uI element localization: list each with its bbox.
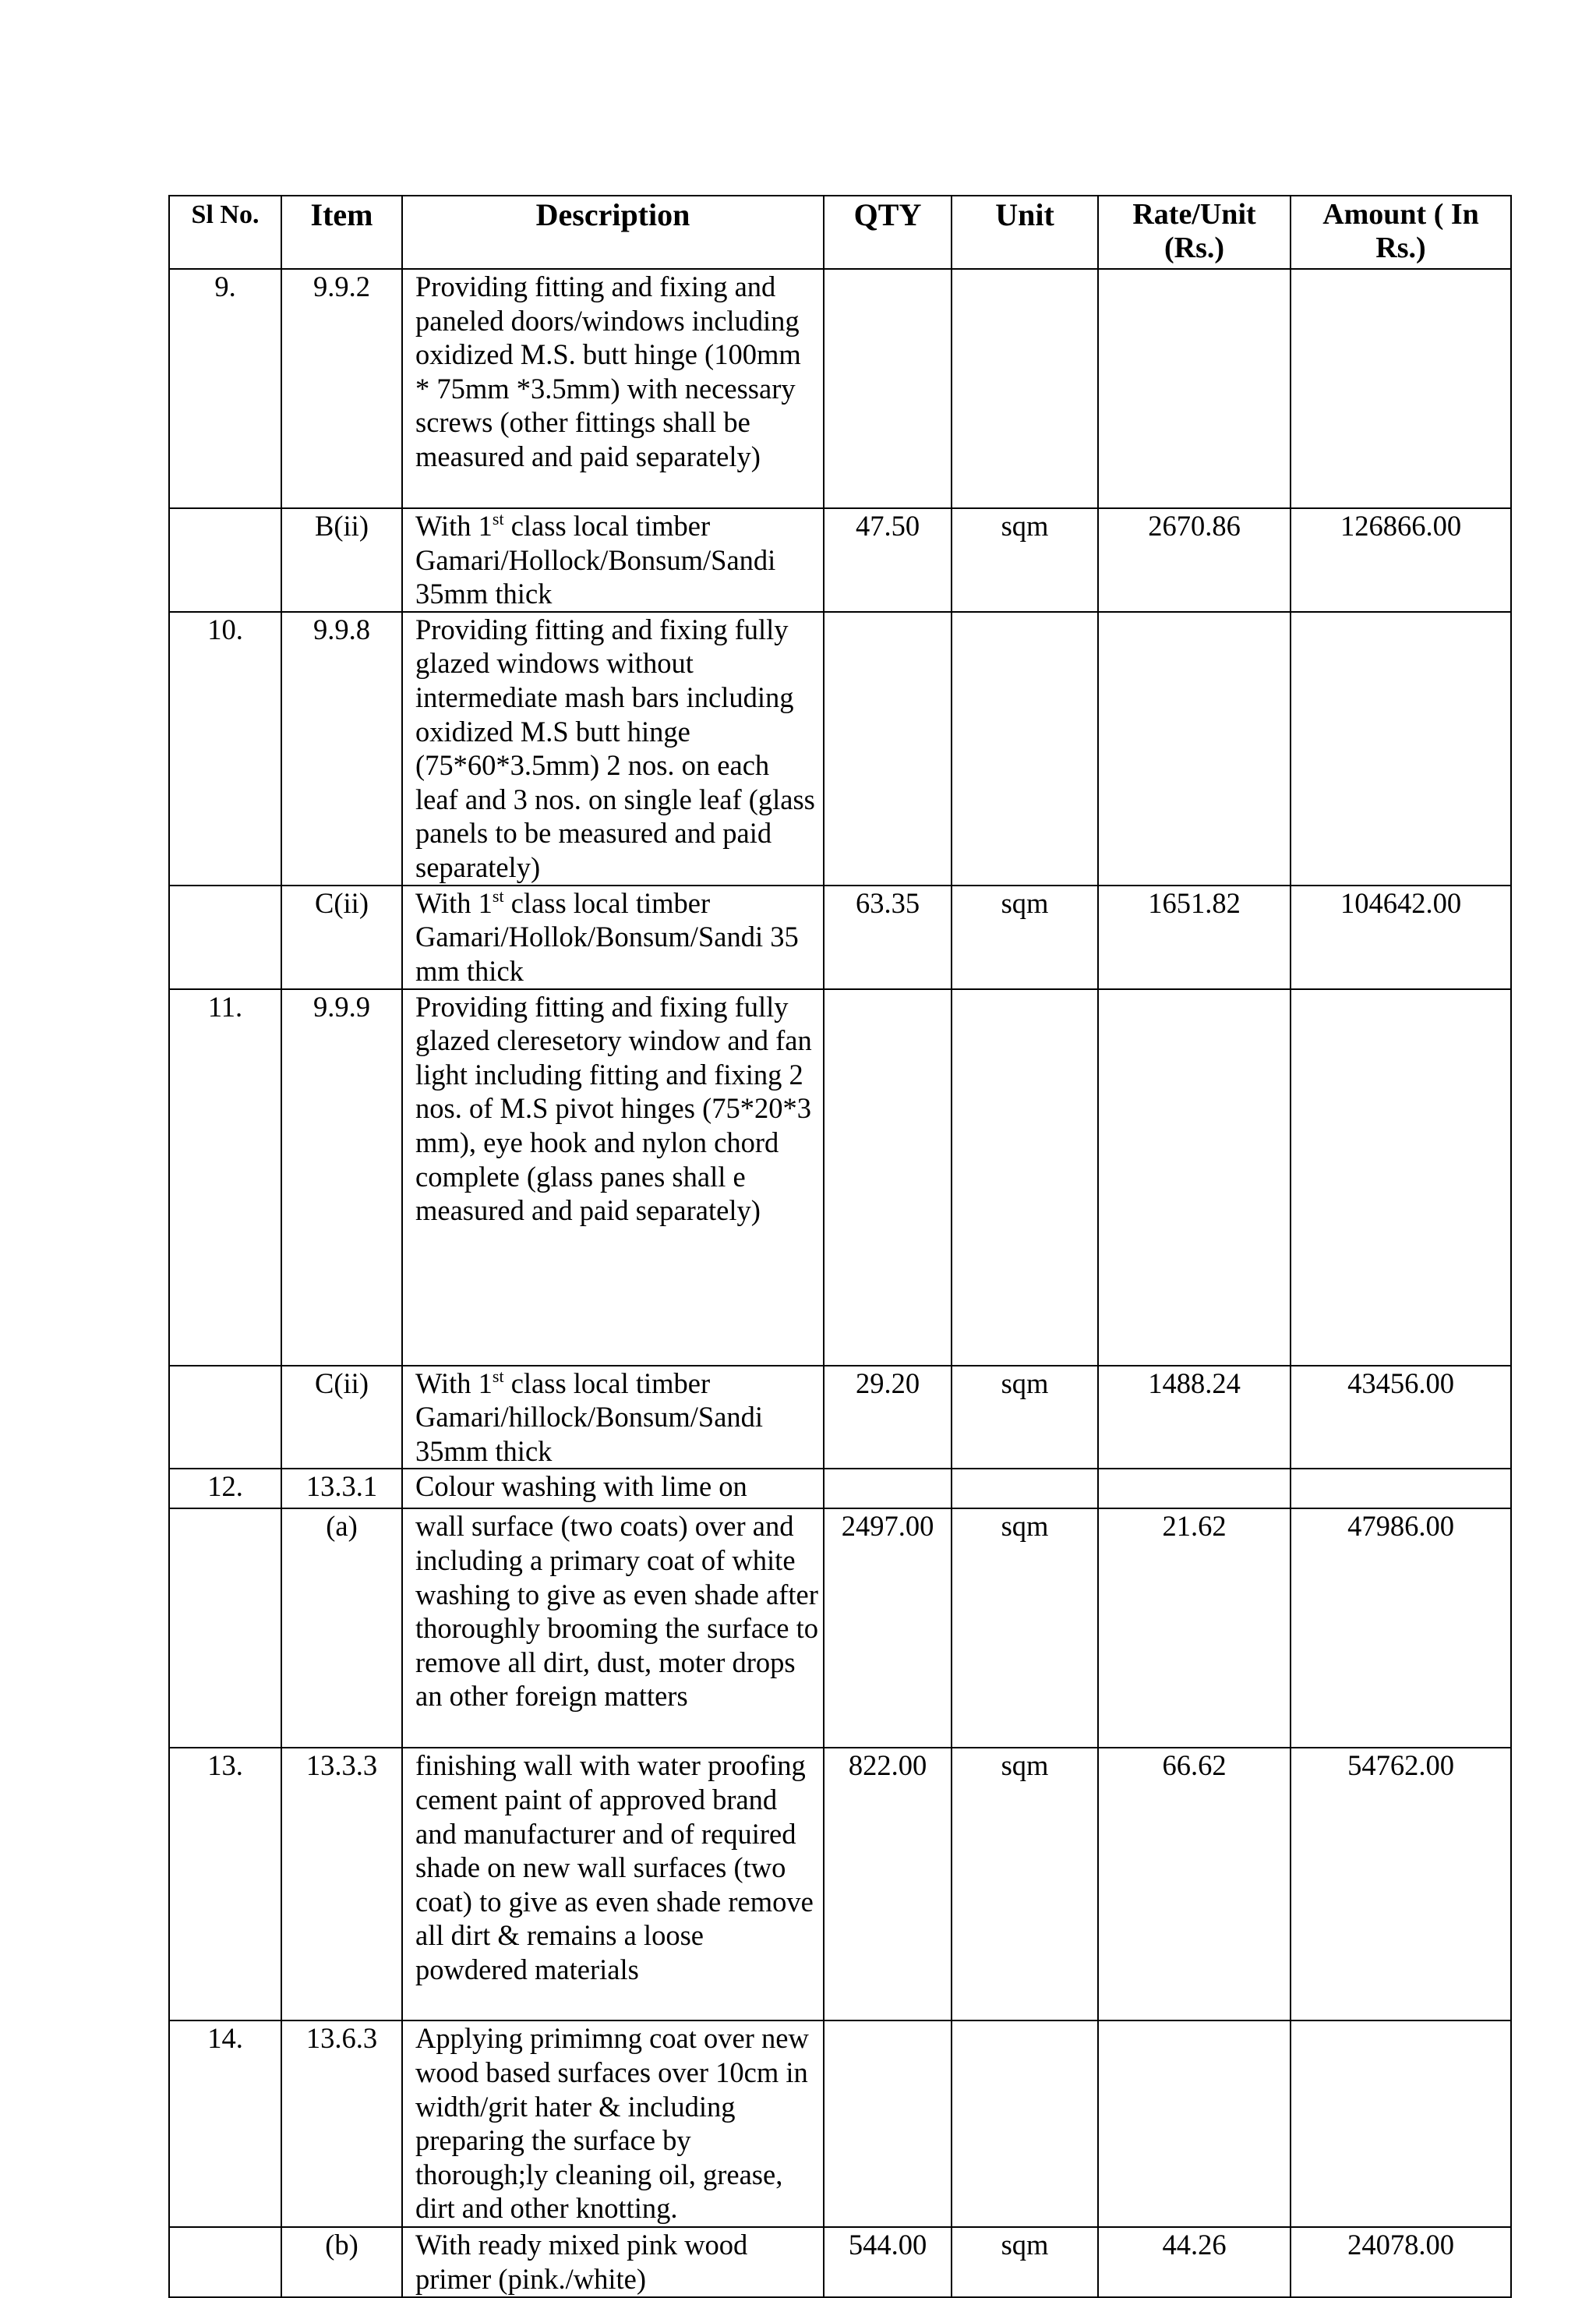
cell-unit: sqm	[952, 1508, 1098, 1748]
cell-sl-no	[169, 508, 281, 612]
cell-rate: 1651.82	[1098, 886, 1291, 989]
cell-description: wall surface (two coats) over and including a primary coat of white washing to give as even shade after thoroughly brooming the surface to remove all dirt, dust, moter drops an other foreign matters	[402, 1508, 824, 1748]
cell-qty	[824, 1469, 952, 1508]
cell-sl-no	[169, 1508, 281, 1748]
cell-rate: 1488.24	[1098, 1366, 1291, 1469]
cell-amount: 54762.00	[1291, 1748, 1511, 2020]
ordinal-superscript: st	[492, 1366, 504, 1386]
cell-sl-no: 13.	[169, 1748, 281, 2020]
cell-sl-no: 11.	[169, 989, 281, 1366]
table-row	[169, 989, 1511, 1366]
table-row	[169, 2020, 1511, 2227]
cell-sl-no	[169, 2227, 281, 2296]
cell-amount	[1291, 989, 1511, 1366]
cell-sl-no: 9.	[169, 269, 281, 508]
header-rate-line2: (Rs.)	[1163, 232, 1225, 264]
cell-sl-no	[169, 886, 281, 989]
ordinal-superscript: st	[492, 886, 504, 906]
cell-item: 13.3.3	[281, 1748, 402, 2020]
header-rate	[1098, 196, 1291, 269]
description-text: class local timber Gamari/hillock/Bonsum/Sandi 35mm thick	[415, 1366, 764, 1467]
cell-sl-no	[169, 1366, 281, 1469]
cell-description: Providing fitting and fixing fully glazed windows without intermediate mash bars including oxidized M.S butt hinge (75*60*3.5mm) 2 nos. on each leaf and 3 nos. on single leaf (glass panels to be measured and paid separately)	[402, 612, 824, 886]
cell-sl-no: 14.	[169, 2020, 281, 2227]
cell-item: (b)	[281, 2227, 402, 2296]
cell-rate: 66.62	[1098, 1748, 1291, 2020]
cell-amount: 24078.00	[1291, 2227, 1511, 2296]
cell-description: Providing fitting and fixing and paneled doors/windows including oxidized M.S. butt hinge (100mm * 75mm *3.5mm) with necessary screws (other fittings shall be measured and paid separately)	[402, 269, 824, 508]
table-row	[169, 269, 1511, 508]
cell-description: Providing fitting and fixing fully glazed cleresetory window and fan light including fitting and fixing 2 nos. of M.S pivot hinges (75*20*3 mm), eye hook and nylon chord complete (glass panes shall e measured and paid separately)	[402, 989, 824, 1366]
cell-qty: 29.20	[824, 1366, 952, 1469]
table-row	[169, 1508, 1511, 1748]
header-unit: Unit	[952, 196, 1098, 269]
cell-unit: sqm	[952, 2227, 1098, 2296]
table-row	[169, 508, 1511, 612]
cell-qty: 47.50	[824, 508, 952, 612]
cell-amount	[1291, 1469, 1511, 1508]
cell-amount	[1291, 2020, 1511, 2227]
header-sl-no: Sl No.	[169, 196, 281, 269]
header-amount-line1: Amount ( In	[1322, 198, 1479, 231]
header-rate-line1: Rate/Unit	[1132, 198, 1256, 231]
cell-amount: 43456.00	[1291, 1366, 1511, 1469]
cell-item: C(ii)	[281, 1366, 402, 1469]
boq-table	[168, 195, 1512, 2298]
header-amount	[1291, 196, 1511, 269]
cell-unit	[952, 1469, 1098, 1508]
cell-description	[402, 508, 824, 612]
cell-unit	[952, 989, 1098, 1366]
cell-item: 13.6.3	[281, 2020, 402, 2227]
cell-description: With ready mixed pink wood primer (pink./white)	[402, 2227, 824, 2296]
description-text: With 1	[415, 510, 493, 542]
cell-item: B(ii)	[281, 508, 402, 612]
cell-description: finishing wall with water proofing cement paint of approved brand and manufacturer and of required shade on new wall surfaces (two coat) to give as even shade remove all dirt & remains a loose powdered materials	[402, 1748, 824, 2020]
cell-rate	[1098, 989, 1291, 1366]
cell-item: 13.3.1	[281, 1469, 402, 1508]
cell-sl-no: 10.	[169, 612, 281, 886]
table-row	[169, 886, 1511, 989]
description-text: class local timber Gamari/Hollok/Bonsum/Sandi 35 mm thick	[415, 886, 799, 987]
table-row	[169, 1748, 1511, 2020]
cell-qty: 544.00	[824, 2227, 952, 2296]
cell-qty: 2497.00	[824, 1508, 952, 1748]
cell-unit: sqm	[952, 886, 1098, 989]
description-text: With 1	[415, 886, 493, 919]
cell-qty	[824, 2020, 952, 2227]
cell-qty	[824, 269, 952, 508]
cell-unit	[952, 269, 1098, 508]
cell-unit	[952, 612, 1098, 886]
table-row	[169, 612, 1511, 886]
description-text: class local timber Gamari/Hollock/Bonsum/Sandi 35mm thick	[415, 510, 776, 610]
cell-amount	[1291, 269, 1511, 508]
description-text: With 1	[415, 1366, 493, 1399]
cell-description: Colour washing with lime on	[402, 1469, 824, 1508]
header-amount-line2: Rs.)	[1375, 232, 1426, 264]
cell-amount: 104642.00	[1291, 886, 1511, 989]
cell-rate: 21.62	[1098, 1508, 1291, 1748]
cell-rate	[1098, 612, 1291, 886]
table-row	[169, 1366, 1511, 1469]
cell-item: 9.9.8	[281, 612, 402, 886]
header-row	[169, 196, 1511, 269]
cell-unit: sqm	[952, 1748, 1098, 2020]
cell-amount: 126866.00	[1291, 508, 1511, 612]
cell-item: (a)	[281, 1508, 402, 1748]
table-body	[169, 269, 1511, 2297]
cell-qty: 63.35	[824, 886, 952, 989]
cell-description	[402, 1366, 824, 1469]
cell-description	[402, 886, 824, 989]
cell-rate: 44.26	[1098, 2227, 1291, 2296]
header-item: Item	[281, 196, 402, 269]
cell-qty	[824, 989, 952, 1366]
cell-rate	[1098, 2020, 1291, 2227]
cell-qty: 822.00	[824, 1748, 952, 2020]
cell-rate	[1098, 1469, 1291, 1508]
cell-rate: 2670.86	[1098, 508, 1291, 612]
cell-item: 9.9.9	[281, 989, 402, 1366]
cell-unit: sqm	[952, 508, 1098, 612]
cell-item: 9.9.2	[281, 269, 402, 508]
cell-qty	[824, 612, 952, 886]
cell-sl-no: 12.	[169, 1469, 281, 1508]
cell-rate	[1098, 269, 1291, 508]
cell-item: C(ii)	[281, 886, 402, 989]
table-row	[169, 1469, 1511, 1508]
header-qty: QTY	[824, 196, 952, 269]
cell-description: Applying primimng coat over new wood based surfaces over 10cm in width/grit hater & including preparing the surface by thorough;ly cleaning oil, grease, dirt and other knotting.	[402, 2020, 824, 2227]
ordinal-superscript: st	[492, 509, 504, 529]
header-description: Description	[402, 196, 824, 269]
cell-unit: sqm	[952, 1366, 1098, 1469]
table-row	[169, 2227, 1511, 2296]
cell-unit	[952, 2020, 1098, 2227]
cell-amount: 47986.00	[1291, 1508, 1511, 1748]
cell-amount	[1291, 612, 1511, 886]
